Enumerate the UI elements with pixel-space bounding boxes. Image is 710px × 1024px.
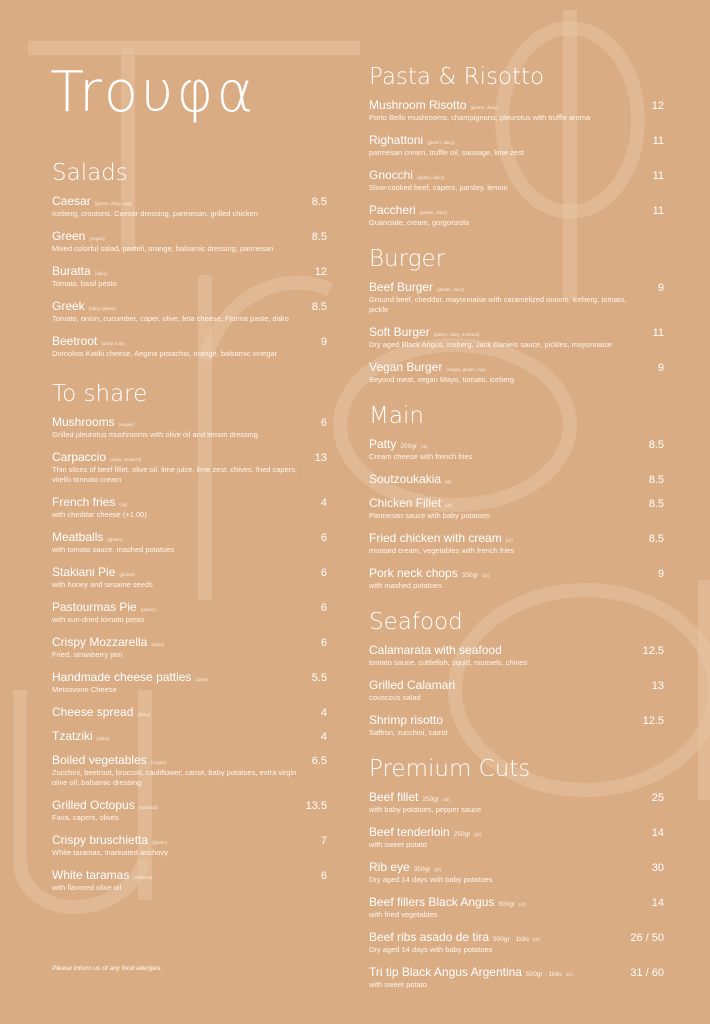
- item-description: Parmesan sauce with baby potatoes: [369, 511, 490, 520]
- item-name: Gnocchi: [369, 168, 414, 182]
- item-price: 6: [320, 602, 327, 614]
- item-quantity: 350gr: [413, 866, 431, 873]
- item-description: Porto Bello mushrooms, champignons, pleurotus with truffle aroma: [369, 113, 591, 122]
- item-description: with cheddar cheese (+1.00): [52, 510, 147, 519]
- item-name: Beef ribs asado de tira: [369, 930, 490, 944]
- menu-item: [52, 868, 327, 893]
- item-name: Mushrooms: [52, 415, 115, 429]
- item-description: Guanciale, cream, gorgonzola: [369, 218, 470, 227]
- item-description: with sun-dried tomato pesto: [52, 615, 145, 624]
- menu-item: [52, 415, 327, 440]
- menu-item: [52, 264, 327, 289]
- item-description: White taramas, marinated anchovy: [52, 848, 168, 857]
- item-quantity: 250gr: [453, 831, 471, 838]
- item-name: Shrimp risotto: [369, 713, 444, 727]
- item-description: with sweet potato: [369, 840, 427, 849]
- item-price: 8.5: [311, 301, 327, 313]
- brand-logo: Troυφα: [50, 60, 257, 125]
- item-allergen-tags: (dr): [420, 444, 428, 449]
- item-price: 12: [651, 100, 664, 112]
- item-price: 31 / 60: [630, 967, 664, 979]
- menu-section-main: [369, 403, 664, 591]
- item-allergen-tags: (dr): [565, 972, 573, 977]
- section-title: Pasta & Risotto: [369, 64, 545, 90]
- item-name: Crispy Mozzarella: [52, 635, 148, 649]
- item-price: 12: [314, 266, 327, 278]
- item-description: Iceberg, croutons, Caesar dressing, parmesan, grilled chicken: [52, 209, 258, 218]
- item-name: Boiled vegetables: [52, 753, 147, 767]
- item-price: 8.5: [648, 439, 664, 451]
- item-name: French fries: [52, 495, 116, 509]
- menu-item: [52, 450, 327, 485]
- item-name: Cheese spread: [52, 705, 134, 719]
- item-allergen-tags: (dairy, mustard): [110, 457, 142, 462]
- menu-section-burger: [369, 246, 664, 385]
- item-allergen-tags: (gluten): [152, 840, 168, 845]
- item-price: 11: [652, 170, 664, 182]
- menu-item: [369, 203, 664, 228]
- menu-item: [369, 280, 664, 315]
- item-name: Pastourmas Pie: [52, 600, 137, 614]
- menu-section-to-share: [52, 381, 327, 893]
- item-quantity: 500gr · 1kilo: [525, 971, 562, 978]
- menu-item: [52, 705, 327, 719]
- menu-item: [369, 133, 664, 158]
- item-allergen-tags: (gluten, dairy): [437, 287, 465, 292]
- menu-item: [369, 713, 664, 738]
- item-name: Buratta: [52, 264, 91, 278]
- item-price: 9: [320, 336, 327, 348]
- item-price: 26 / 50: [630, 932, 664, 944]
- item-quantity: 250gr: [422, 796, 439, 803]
- item-name: Chicken Fillet: [369, 496, 442, 510]
- item-price: 8.5: [648, 474, 664, 486]
- item-name: Righattoni: [369, 133, 424, 147]
- item-allergen-tags: (gluten, dairy): [417, 175, 445, 180]
- left-menu-column: [52, 160, 327, 903]
- item-description: with fried vegetables: [369, 910, 438, 919]
- item-name: Pork neck chops: [369, 566, 458, 580]
- menu-item: [52, 635, 327, 660]
- item-allergen-tags: (gluten): [107, 537, 123, 542]
- item-description: couscous salad: [369, 693, 421, 702]
- menu-item: [52, 833, 327, 858]
- item-description: Mixed colorful salad, pasteli, orange, balsamic dressing, parmesan: [52, 244, 274, 253]
- item-quantity: 350gr: [461, 572, 479, 579]
- menu-item: [52, 753, 327, 788]
- item-price: 6.5: [311, 755, 327, 767]
- item-allergen-tags: (vegan, gluten, soy): [446, 367, 486, 372]
- item-name: Beef fillet: [369, 790, 419, 804]
- item-price: 8.5: [311, 196, 327, 208]
- item-price: 11: [652, 135, 664, 147]
- item-price: 6: [320, 567, 327, 579]
- menu-section-pasta-risotto: [369, 64, 664, 228]
- menu-item: [52, 495, 327, 520]
- item-quantity: 300gr: [498, 901, 516, 908]
- item-allergen-tags: (vegan): [89, 236, 105, 241]
- item-price: 9: [657, 568, 664, 580]
- item-allergen-tags: (dairy, nuts): [101, 341, 125, 346]
- menu-section-premium-cuts: [369, 756, 664, 990]
- item-name: Greek: [52, 299, 85, 313]
- item-description: Cream cheese with french fries: [369, 452, 473, 461]
- item-allergen-tags: (dr): [519, 902, 527, 907]
- menu-item: [52, 194, 327, 219]
- section-title: Seafood: [369, 609, 463, 635]
- item-description: Thin slices of beef fillet, olive oil, lime juice, lime zest, chives, fried capers, vitello tonnato cream: [52, 465, 298, 484]
- menu-item: [52, 729, 327, 743]
- item-description: tomato sauce, cuttlefish, squid, mussels, chives: [369, 658, 527, 667]
- item-allergen-tags: (dairy, gluten): [88, 306, 116, 311]
- item-description: Beyond meat, vegan Mayo, tomato, iceberg: [369, 375, 515, 384]
- item-allergen-tags: (dr): [505, 538, 513, 543]
- item-allergen-tags: (dairy): [94, 271, 108, 276]
- item-description: Fried, strawberry jam: [52, 650, 123, 659]
- item-name: Tzatziki: [52, 729, 93, 743]
- item-name: Mushroom Risotto: [369, 98, 467, 112]
- item-name: Beef Burger: [369, 280, 434, 294]
- item-allergen-tags: (vg): [119, 502, 128, 507]
- section-title: Premium Cuts: [369, 756, 531, 782]
- item-price: 14: [651, 827, 664, 839]
- menu-item: [52, 530, 327, 555]
- item-allergen-tags: (gluten, dairy): [470, 105, 498, 110]
- menu-item: [52, 600, 327, 625]
- item-price: 9: [657, 362, 664, 374]
- item-price: 14: [651, 897, 664, 909]
- item-description: with baby potatoes, pepper sauce: [369, 805, 482, 814]
- item-description: with sweet potato: [369, 980, 427, 989]
- section-title: Salads: [52, 160, 128, 186]
- item-price: 4: [320, 707, 327, 719]
- item-name: Beef tenderloin: [369, 825, 450, 839]
- item-allergen-tags: (gluten, dairy, mustard): [433, 332, 480, 337]
- item-description: Dry aged 14 days with baby potatoes: [369, 945, 493, 954]
- item-quantity: 500gr · 1kilo: [493, 936, 529, 943]
- menu-item: [369, 825, 664, 850]
- section-title: Burger: [369, 246, 446, 272]
- item-name: White taramas: [52, 868, 130, 882]
- item-price: 25: [651, 792, 664, 804]
- menu-item: [369, 790, 664, 815]
- allergy-note: Please inform us of any food allergies.: [52, 965, 163, 972]
- item-allergen-tags: (vegan): [118, 422, 134, 427]
- right-menu-column: [369, 64, 664, 1000]
- item-price: 5.5: [311, 672, 327, 684]
- item-price: 30: [651, 862, 664, 874]
- item-description: Saffron, zucchini, carrot: [369, 728, 448, 737]
- item-name: Calamarata with seafood: [369, 643, 502, 657]
- item-name: Stakiani Pie: [52, 565, 116, 579]
- item-allergen-tags: (dairy): [195, 677, 209, 682]
- item-description: Ground beef, cheddar, mayonnaise with caramelized onions, iceberg, tomato, pickle: [369, 295, 627, 314]
- item-allergen-tags: (gluten, dairy): [427, 140, 455, 145]
- item-allergen-tags: (gluten): [119, 572, 135, 577]
- menu-item: [52, 229, 327, 254]
- item-description: with honey and sesame seeds: [52, 580, 153, 589]
- item-price: 11: [652, 327, 664, 339]
- item-allergen-tags: (dr): [434, 867, 442, 872]
- item-allergen-tags: (vegan): [150, 760, 166, 765]
- menu-item: [369, 168, 664, 193]
- item-allergen-tags: (dr): [532, 937, 540, 942]
- menu-item: [369, 643, 664, 668]
- item-quantity: 200gr: [400, 443, 417, 450]
- item-name: Caesar: [52, 194, 91, 208]
- item-description: Dry aged 14 days with baby potatoes: [369, 875, 493, 884]
- item-name: Beetroot: [52, 334, 98, 348]
- item-description: Fava, capers, olives: [52, 813, 119, 822]
- item-price: 4: [320, 731, 327, 743]
- menu-item: [369, 860, 664, 885]
- item-name: Green: [52, 229, 86, 243]
- item-price: 8.5: [311, 231, 327, 243]
- item-name: Vegan Burger: [369, 360, 443, 374]
- item-name: Grilled Octopus: [52, 798, 135, 812]
- item-allergen-tags: (gluten, dairy, egg): [94, 201, 132, 206]
- item-name: Grilled Calamari: [369, 678, 456, 692]
- item-description: mustard cream, vegetables with french fries: [369, 546, 515, 555]
- item-price: 7: [320, 835, 327, 847]
- item-price: 13: [314, 452, 327, 464]
- item-allergen-tags: (dairy): [96, 736, 110, 741]
- section-title: To share: [52, 381, 148, 407]
- item-allergen-tags: (gluten): [140, 607, 156, 612]
- menu-item: [369, 965, 664, 990]
- item-description: parmesan cream, truffle oil, sausage, lime zest: [369, 148, 524, 157]
- item-allergen-tags: (seafood): [138, 805, 158, 810]
- item-price: 4: [320, 497, 327, 509]
- item-name: Patty: [369, 437, 397, 451]
- item-price: 12.5: [642, 715, 664, 727]
- menu-item: [369, 437, 664, 462]
- item-description: Domokos Katiki cheese, Aegina pistachio, orange, balsamic vinegar: [52, 349, 278, 358]
- menu-section-salads: [52, 160, 327, 359]
- item-allergen-tags: (dairy): [151, 642, 165, 647]
- item-price: 6: [320, 417, 327, 429]
- menu-item: [369, 930, 664, 955]
- menu-item: [369, 531, 664, 556]
- item-allergen-tags: (gluten, dairy): [419, 210, 448, 215]
- item-name: Crispy bruschietta: [52, 833, 149, 847]
- menu-item: [369, 678, 664, 703]
- menu-item: [369, 566, 664, 591]
- item-price: 13.5: [305, 800, 327, 812]
- item-allergen-tags: (seafood): [133, 875, 153, 880]
- item-description: Slow-cooked beef, capers, parsley, lemon: [369, 183, 508, 192]
- item-allergen-tags: (dairy): [137, 712, 151, 717]
- item-price: 8.5: [648, 498, 664, 510]
- item-name: Beef fillers Black Angus: [369, 895, 495, 909]
- item-price: 9: [657, 282, 664, 294]
- item-description: Dry aged Black Angus, iceberg, Jack Daniels sauce, pickles, mayonnaise: [369, 340, 613, 349]
- menu-item: [52, 798, 327, 823]
- item-price: 11: [652, 205, 664, 217]
- menu-item: [369, 496, 664, 521]
- item-description: Zucchini, beetroot, broccoli, cauliflower, carrot, baby potatoes, extra virgin olive oil, balsamic dressing: [52, 768, 297, 787]
- item-name: Fried chicken with cream: [369, 531, 502, 545]
- item-price: 8.5: [648, 533, 664, 545]
- item-description: Metsovone Cheese: [52, 685, 117, 694]
- item-description: with tomato sauce, mashed potatoes: [52, 545, 175, 554]
- item-name: Tri tip Black Angus Argentina: [369, 965, 522, 979]
- item-allergen-tags: (dr): [445, 503, 453, 508]
- item-allergen-tags: (dr): [474, 832, 482, 837]
- menu-item: [52, 670, 327, 695]
- menu-item: [369, 98, 664, 123]
- menu-item: [369, 325, 664, 350]
- item-allergen-tags: (dr): [482, 573, 490, 578]
- item-description: with mashed potatoes: [369, 581, 442, 590]
- item-name: Carpaccio: [52, 450, 107, 464]
- item-price: 12.5: [642, 645, 664, 657]
- menu-item: [369, 895, 664, 920]
- item-description: with flavored olive oil: [52, 883, 122, 892]
- item-price: 6: [320, 532, 327, 544]
- item-description: Tomato, onion, cucumber, caper, olive, feta cheese, Florina paste, dako: [52, 314, 289, 323]
- menu-item: [52, 299, 327, 324]
- item-allergen-tags: (dr): [442, 797, 450, 802]
- item-name: Soft Burger: [369, 325, 430, 339]
- item-description: Tomato, basil pesto: [52, 279, 117, 288]
- menu-item: [52, 334, 327, 359]
- item-name: Soutzoukakia: [369, 472, 442, 486]
- menu-section-seafood: [369, 609, 664, 738]
- item-name: Meatballs: [52, 530, 104, 544]
- menu-item: [52, 565, 327, 590]
- menu-item: [369, 360, 664, 385]
- item-price: 13: [651, 680, 664, 692]
- item-price: 6: [320, 637, 327, 649]
- item-price: 6: [320, 870, 327, 882]
- menu-item: [369, 472, 664, 486]
- item-description: Grilled pleurotus mushrooms with olive oil and lemon dressing: [52, 430, 258, 439]
- item-name: Rib eye: [369, 860, 410, 874]
- item-name: Paccheri: [369, 203, 416, 217]
- item-name: Handmade cheese patties: [52, 670, 192, 684]
- item-allergen-tags: (gl): [445, 479, 452, 484]
- section-title: Main: [369, 403, 424, 429]
